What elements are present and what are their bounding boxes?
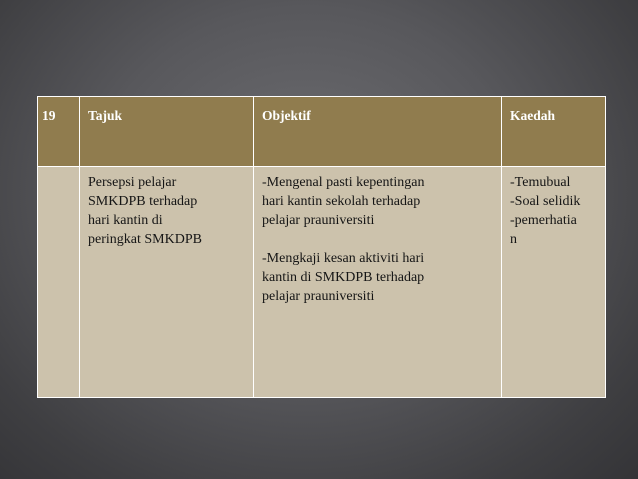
tajuk-line: hari kantin di <box>88 213 163 228</box>
objektif-line: hari kantin sekolah terhadap <box>262 194 421 209</box>
cell-objektif <box>254 167 502 398</box>
kaedah-line: -pemerhatia <box>510 213 577 228</box>
objektif-line: pelajar prauniversiti <box>262 289 375 304</box>
kaedah-line: -Soal selidik <box>510 194 581 209</box>
cell-number <box>38 167 80 398</box>
cell-kaedah <box>502 167 606 398</box>
header-kaedah: Kaedah <box>502 97 606 167</box>
research-table <box>37 96 606 398</box>
header-objektif: Objektif <box>254 97 502 167</box>
header-number: 19 <box>38 97 80 167</box>
objektif-line: pelajar prauniversiti <box>262 213 375 228</box>
table-header-row <box>38 97 606 167</box>
kaedah-line: n <box>510 232 517 247</box>
table-row <box>38 167 606 398</box>
kaedah-line: -Temubual <box>510 175 571 190</box>
tajuk-line: SMKDPB terhadap <box>88 194 198 209</box>
header-tajuk: Tajuk <box>80 97 254 167</box>
tajuk-line: Persepsi pelajar <box>88 175 177 190</box>
objektif-line: -Mengkaji kesan aktiviti hari <box>262 251 425 266</box>
cell-tajuk <box>80 167 254 398</box>
paragraph-gap <box>262 230 493 249</box>
objektif-line: -Mengenal pasti kepentingan <box>262 175 425 190</box>
tajuk-line: peringkat SMKDPB <box>88 232 202 247</box>
objektif-line: kantin di SMKDPB terhadap <box>262 270 425 285</box>
